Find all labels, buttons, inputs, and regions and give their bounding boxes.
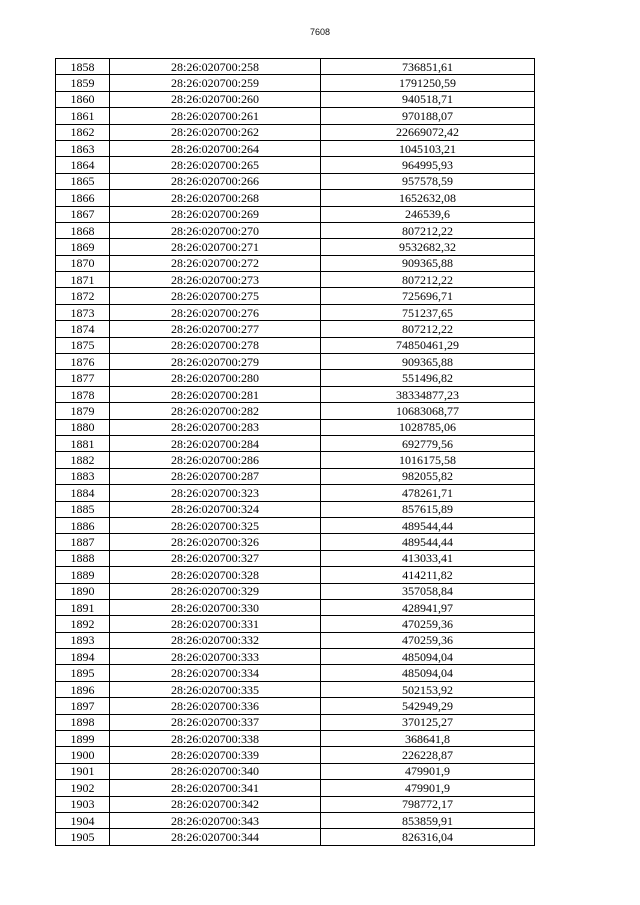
cadastral-value-cell: 485094,04	[321, 665, 535, 681]
table-row	[56, 124, 535, 140]
cadastral-number-cell: 28:26:020700:280	[110, 370, 321, 386]
cadastral-value-cell: 807212,22	[321, 222, 535, 238]
row-number-cell: 1858	[56, 59, 110, 75]
row-number-cell: 1860	[56, 91, 110, 107]
cadastral-number-cell: 28:26:020700:284	[110, 435, 321, 451]
cadastral-value-cell: 826316,04	[321, 829, 535, 845]
row-number-cell: 1870	[56, 255, 110, 271]
table-row	[56, 796, 535, 812]
row-number-cell: 1881	[56, 435, 110, 451]
table-row	[56, 632, 535, 648]
table-row	[56, 272, 535, 288]
cadastral-number-cell: 28:26:020700:286	[110, 452, 321, 468]
row-number-cell: 1859	[56, 75, 110, 91]
table-row	[56, 403, 535, 419]
cadastral-number-cell: 28:26:020700:281	[110, 386, 321, 402]
cadastral-number-cell: 28:26:020700:279	[110, 354, 321, 370]
table-row	[56, 780, 535, 796]
row-number-cell: 1880	[56, 419, 110, 435]
cadastral-value-cell: 370125,27	[321, 714, 535, 730]
page-number: 7608	[309, 27, 331, 37]
row-number-cell: 1869	[56, 239, 110, 255]
cadastral-value-cell: 1028785,06	[321, 419, 535, 435]
cadastral-number-cell: 28:26:020700:339	[110, 747, 321, 763]
cadastral-value-cell: 9532682,32	[321, 239, 535, 255]
cadastral-value-cell: 957578,59	[321, 173, 535, 189]
cadastral-number-cell: 28:26:020700:340	[110, 763, 321, 779]
row-number-cell: 1896	[56, 681, 110, 697]
table-row	[56, 649, 535, 665]
row-number-cell: 1875	[56, 337, 110, 353]
row-number-cell: 1864	[56, 157, 110, 173]
table-row	[56, 354, 535, 370]
row-number-cell: 1900	[56, 747, 110, 763]
cadastral-number-cell: 28:26:020700:283	[110, 419, 321, 435]
cadastral-number-cell: 28:26:020700:341	[110, 780, 321, 796]
table-row	[56, 485, 535, 501]
table-row	[56, 435, 535, 451]
cadastral-number-cell: 28:26:020700:342	[110, 796, 321, 812]
table-row	[56, 288, 535, 304]
cadastral-value-cell: 853859,91	[321, 812, 535, 828]
row-number-cell: 1868	[56, 222, 110, 238]
cadastral-value-cell: 357058,84	[321, 583, 535, 599]
cadastral-value-cell: 807212,22	[321, 321, 535, 337]
table-row	[56, 91, 535, 107]
row-number-cell: 1888	[56, 550, 110, 566]
table-row	[56, 190, 535, 206]
row-number-cell: 1892	[56, 616, 110, 632]
cadastral-number-cell: 28:26:020700:269	[110, 206, 321, 222]
table-row	[56, 304, 535, 320]
cadastral-value-cell: 551496,82	[321, 370, 535, 386]
cadastral-value-cell: 414211,82	[321, 567, 535, 583]
cadastral-value-cell: 470259,36	[321, 632, 535, 648]
cadastral-number-cell: 28:26:020700:261	[110, 108, 321, 124]
cadastral-value-cell: 428941,97	[321, 599, 535, 615]
table-row	[56, 108, 535, 124]
row-number-cell: 1866	[56, 190, 110, 206]
cadastral-value-cell: 413033,41	[321, 550, 535, 566]
cadastral-number-cell: 28:26:020700:335	[110, 681, 321, 697]
cadastral-number-cell: 28:26:020700:329	[110, 583, 321, 599]
table-row	[56, 337, 535, 353]
cadastral-value-cell: 692779,56	[321, 435, 535, 451]
table-row	[56, 599, 535, 615]
cadastral-number-cell: 28:26:020700:331	[110, 616, 321, 632]
cadastral-value-cell: 909365,88	[321, 354, 535, 370]
cadastral-number-cell: 28:26:020700:323	[110, 485, 321, 501]
cadastral-value-cell: 970188,07	[321, 108, 535, 124]
cadastral-value-cell: 542949,29	[321, 698, 535, 714]
cadastral-value-cell: 479901,9	[321, 763, 535, 779]
row-number-cell: 1862	[56, 124, 110, 140]
row-number-cell: 1903	[56, 796, 110, 812]
cadastral-number-cell: 28:26:020700:258	[110, 59, 321, 75]
table-row	[56, 763, 535, 779]
table-row	[56, 206, 535, 222]
table-row	[56, 747, 535, 763]
cadastral-value-cell: 798772,17	[321, 796, 535, 812]
table-row	[56, 255, 535, 271]
cadastral-number-cell: 28:26:020700:328	[110, 567, 321, 583]
cadastral-value-cell: 226228,87	[321, 747, 535, 763]
row-number-cell: 1879	[56, 403, 110, 419]
cadastral-value-cell: 246539,6	[321, 206, 535, 222]
table-row	[56, 583, 535, 599]
row-number-cell: 1876	[56, 354, 110, 370]
row-number-cell: 1895	[56, 665, 110, 681]
cadastral-number-cell: 28:26:020700:273	[110, 272, 321, 288]
table-row	[56, 75, 535, 91]
cadastral-value-cell: 1016175,58	[321, 452, 535, 468]
row-number-cell: 1871	[56, 272, 110, 288]
cadastral-number-cell: 28:26:020700:276	[110, 304, 321, 320]
cadastral-number-cell: 28:26:020700:262	[110, 124, 321, 140]
cadastral-number-cell: 28:26:020700:275	[110, 288, 321, 304]
cadastral-number-cell: 28:26:020700:265	[110, 157, 321, 173]
row-number-cell: 1905	[56, 829, 110, 845]
cadastral-number-cell: 28:26:020700:272	[110, 255, 321, 271]
row-number-cell: 1877	[56, 370, 110, 386]
row-number-cell: 1885	[56, 501, 110, 517]
table-row	[56, 731, 535, 747]
row-number-cell: 1891	[56, 599, 110, 615]
table-row	[56, 419, 535, 435]
cadastral-value-cell: 489544,44	[321, 534, 535, 550]
table-row	[56, 452, 535, 468]
table-row	[56, 534, 535, 550]
cadastral-number-cell: 28:26:020700:333	[110, 649, 321, 665]
cadastral-value-cell: 22669072,42	[321, 124, 535, 140]
table-row	[56, 616, 535, 632]
table-row	[56, 140, 535, 156]
row-number-cell: 1890	[56, 583, 110, 599]
row-number-cell: 1897	[56, 698, 110, 714]
row-number-cell: 1902	[56, 780, 110, 796]
row-number-cell: 1887	[56, 534, 110, 550]
table-body	[56, 59, 535, 846]
table-row	[56, 222, 535, 238]
table-row	[56, 714, 535, 730]
cadastral-number-cell: 28:26:020700:270	[110, 222, 321, 238]
cadastral-value-cell: 725696,71	[321, 288, 535, 304]
cadastral-number-cell: 28:26:020700:343	[110, 812, 321, 828]
cadastral-number-cell: 28:26:020700:260	[110, 91, 321, 107]
cadastral-value-cell: 368641,8	[321, 731, 535, 747]
table-row	[56, 567, 535, 583]
cadastral-number-cell: 28:26:020700:332	[110, 632, 321, 648]
cadastral-value-cell: 751237,65	[321, 304, 535, 320]
cadastral-number-cell: 28:26:020700:264	[110, 140, 321, 156]
row-number-cell: 1861	[56, 108, 110, 124]
cadastral-value-cell: 479901,9	[321, 780, 535, 796]
cadastral-value-cell: 807212,22	[321, 272, 535, 288]
cadastral-value-cell: 1045103,21	[321, 140, 535, 156]
table-row	[56, 59, 535, 75]
row-number-cell: 1883	[56, 468, 110, 484]
cadastral-value-cell: 502153,92	[321, 681, 535, 697]
cadastral-number-cell: 28:26:020700:330	[110, 599, 321, 615]
table-row	[56, 517, 535, 533]
table-row	[56, 239, 535, 255]
row-number-cell: 1865	[56, 173, 110, 189]
cadastral-number-cell: 28:26:020700:278	[110, 337, 321, 353]
row-number-cell: 1878	[56, 386, 110, 402]
table-row	[56, 370, 535, 386]
row-number-cell: 1904	[56, 812, 110, 828]
cadastral-value-cell: 940518,71	[321, 91, 535, 107]
cadastral-number-cell: 28:26:020700:266	[110, 173, 321, 189]
table-row	[56, 698, 535, 714]
row-number-cell: 1884	[56, 485, 110, 501]
cadastral-value-cell: 857615,89	[321, 501, 535, 517]
table-row	[56, 321, 535, 337]
table-row	[56, 550, 535, 566]
table-row	[56, 665, 535, 681]
cadastral-number-cell: 28:26:020700:287	[110, 468, 321, 484]
table-row	[56, 829, 535, 845]
cadastral-value-cell: 74850461,29	[321, 337, 535, 353]
cadastral-value-cell: 10683068,77	[321, 403, 535, 419]
cadastral-value-table	[55, 58, 535, 846]
row-number-cell: 1874	[56, 321, 110, 337]
table-row	[56, 173, 535, 189]
cadastral-number-cell: 28:26:020700:271	[110, 239, 321, 255]
row-number-cell: 1898	[56, 714, 110, 730]
row-number-cell: 1901	[56, 763, 110, 779]
row-number-cell: 1873	[56, 304, 110, 320]
table-row	[56, 386, 535, 402]
cadastral-number-cell: 28:26:020700:324	[110, 501, 321, 517]
cadastral-value-cell: 485094,04	[321, 649, 535, 665]
cadastral-number-cell: 28:26:020700:268	[110, 190, 321, 206]
row-number-cell: 1882	[56, 452, 110, 468]
cadastral-value-cell: 489544,44	[321, 517, 535, 533]
cadastral-number-cell: 28:26:020700:336	[110, 698, 321, 714]
cadastral-value-cell: 982055,82	[321, 468, 535, 484]
row-number-cell: 1863	[56, 140, 110, 156]
row-number-cell: 1872	[56, 288, 110, 304]
cadastral-number-cell: 28:26:020700:344	[110, 829, 321, 845]
row-number-cell: 1899	[56, 731, 110, 747]
cadastral-value-cell: 38334877,23	[321, 386, 535, 402]
table-row	[56, 501, 535, 517]
cadastral-number-cell: 28:26:020700:282	[110, 403, 321, 419]
cadastral-value-cell: 964995,93	[321, 157, 535, 173]
cadastral-value-cell: 1652632,08	[321, 190, 535, 206]
table-row	[56, 468, 535, 484]
table-row	[56, 157, 535, 173]
cadastral-number-cell: 28:26:020700:334	[110, 665, 321, 681]
row-number-cell: 1894	[56, 649, 110, 665]
cadastral-number-cell: 28:26:020700:325	[110, 517, 321, 533]
cadastral-value-cell: 1791250,59	[321, 75, 535, 91]
cadastral-number-cell: 28:26:020700:326	[110, 534, 321, 550]
cadastral-value-cell: 470259,36	[321, 616, 535, 632]
cadastral-value-cell: 909365,88	[321, 255, 535, 271]
cadastral-value-cell: 736851,61	[321, 59, 535, 75]
cadastral-number-cell: 28:26:020700:327	[110, 550, 321, 566]
cadastral-number-cell: 28:26:020700:337	[110, 714, 321, 730]
cadastral-value-cell: 478261,71	[321, 485, 535, 501]
table-row	[56, 812, 535, 828]
row-number-cell: 1889	[56, 567, 110, 583]
cadastral-number-cell: 28:26:020700:338	[110, 731, 321, 747]
row-number-cell: 1886	[56, 517, 110, 533]
cadastral-number-cell: 28:26:020700:259	[110, 75, 321, 91]
table-row	[56, 681, 535, 697]
cadastral-number-cell: 28:26:020700:277	[110, 321, 321, 337]
row-number-cell: 1867	[56, 206, 110, 222]
row-number-cell: 1893	[56, 632, 110, 648]
